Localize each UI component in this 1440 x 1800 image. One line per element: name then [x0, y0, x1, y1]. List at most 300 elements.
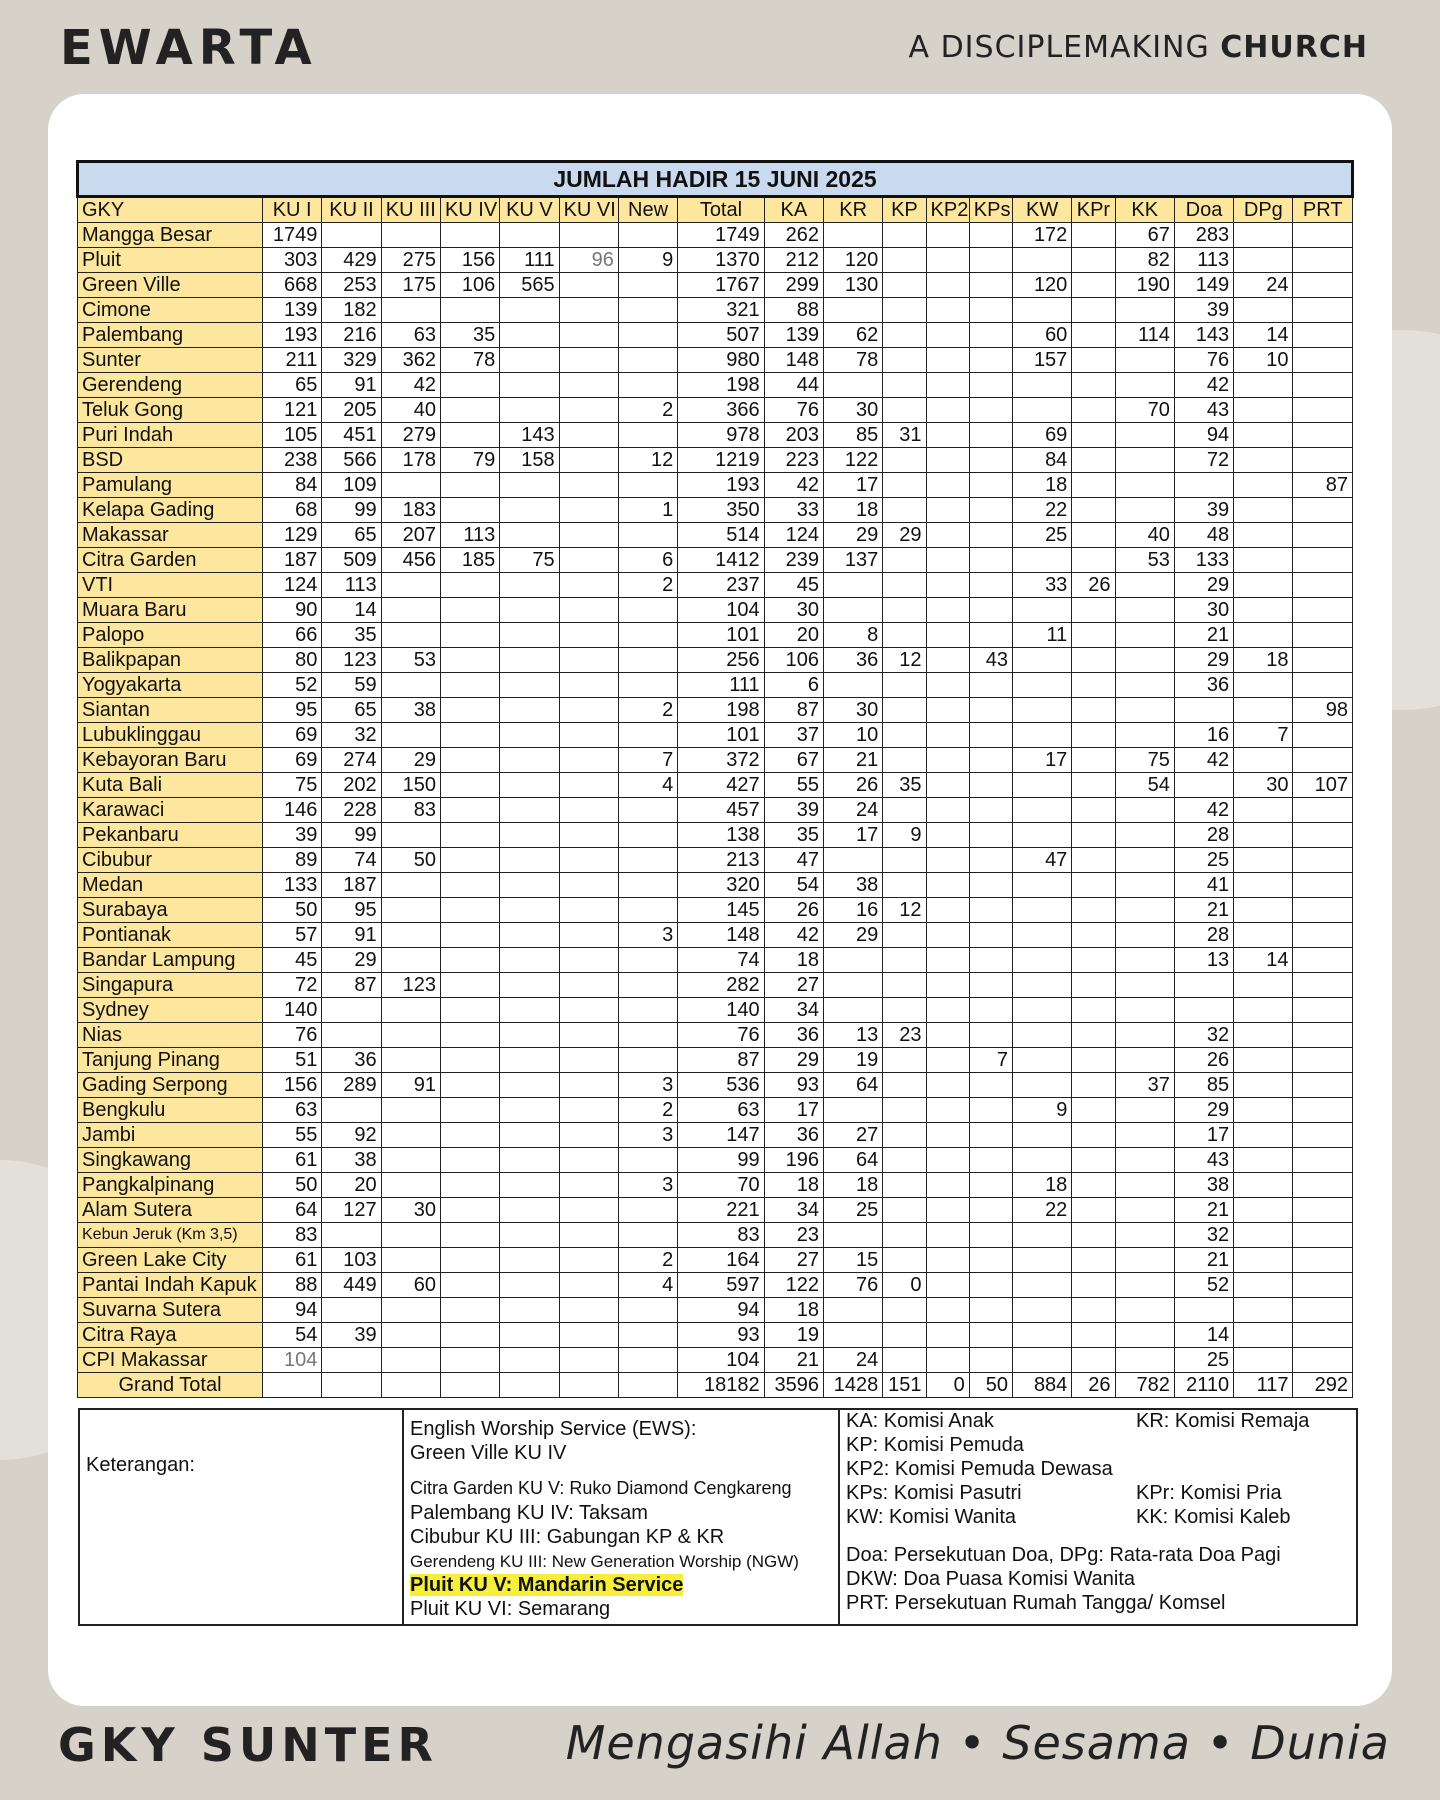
table-cell: 185: [440, 548, 499, 573]
table-cell: 120: [1013, 273, 1072, 298]
table-cell: 149: [1174, 273, 1233, 298]
table-cell: [381, 1323, 440, 1348]
table-cell: [559, 923, 618, 948]
table-cell: [559, 323, 618, 348]
table-row: [78, 673, 1353, 698]
table-cell: 1749: [678, 223, 764, 248]
table-cell: [1013, 698, 1072, 723]
table-cell: 175: [381, 273, 440, 298]
table-cell: 94: [1174, 423, 1233, 448]
table-cell: 37: [1115, 1073, 1174, 1098]
footer-church-name: GKY SUNTER: [58, 1718, 438, 1772]
legend-note: KK: Komisi Kaleb: [1136, 1506, 1291, 1528]
table-cell: 74: [322, 848, 381, 873]
table-cell: [440, 1073, 499, 1098]
table-cell: [926, 1198, 969, 1223]
table-cell: 67: [764, 748, 823, 773]
table-cell: [1174, 973, 1233, 998]
row-label: Pamulang: [78, 473, 263, 498]
table-cell: 63: [263, 1098, 322, 1123]
table-cell: [1115, 1173, 1174, 1198]
table-cell: [883, 1098, 926, 1123]
table-cell: [1115, 473, 1174, 498]
table-cell: 74: [678, 948, 764, 973]
table-cell: [559, 848, 618, 873]
table-cell: [1115, 1098, 1174, 1123]
table-cell: 18: [823, 498, 882, 523]
highlighted-service-note: Pluit KU V: Mandarin Service: [410, 1574, 684, 1596]
table-cell: 256: [678, 648, 764, 673]
table-row: [78, 1198, 1353, 1223]
table-cell: 366: [678, 398, 764, 423]
table-cell: 54: [764, 873, 823, 898]
table-cell: 130: [823, 273, 882, 298]
table-cell: [823, 1323, 882, 1348]
table-cell: [1293, 323, 1353, 348]
table-cell: 104: [263, 1348, 322, 1373]
table-cell: [1072, 1023, 1115, 1048]
table-row: [78, 323, 1353, 348]
table-cell: [618, 473, 677, 498]
legend-note: PRT: Persekutuan Rumah Tangga/ Komsel: [846, 1592, 1226, 1614]
table-cell: 19: [823, 1048, 882, 1073]
table-cell: 303: [263, 248, 322, 273]
table-cell: 172: [1013, 223, 1072, 248]
table-cell: 18: [1013, 473, 1072, 498]
table-cell: 69: [263, 723, 322, 748]
row-label: Citra Raya: [78, 1323, 263, 1348]
table-cell: [1234, 798, 1293, 823]
table-row: [78, 948, 1353, 973]
table-cell: 320: [678, 873, 764, 898]
table-cell: [1293, 1348, 1353, 1373]
table-row: [78, 1323, 1353, 1348]
table-cell: [1013, 1298, 1072, 1323]
table-cell: [883, 273, 926, 298]
table-cell: 427: [678, 773, 764, 798]
row-label: Tanjung Pinang: [78, 1048, 263, 1073]
table-cell: 29: [322, 948, 381, 973]
table-cell: 61: [263, 1148, 322, 1173]
table-cell: [1234, 623, 1293, 648]
table-cell: [969, 448, 1012, 473]
table-cell: [1293, 1023, 1353, 1048]
table-cell: 18: [1234, 648, 1293, 673]
table-cell: [1234, 373, 1293, 398]
table-cell: 25: [1174, 1348, 1233, 1373]
table-cell: 164: [678, 1248, 764, 1273]
table-row: [78, 848, 1353, 873]
table-cell: [500, 348, 559, 373]
table-cell: 158: [500, 448, 559, 473]
table-cell: [1072, 223, 1115, 248]
table-cell: [1234, 1048, 1293, 1073]
table-cell: [1072, 498, 1115, 523]
table-cell: [926, 823, 969, 848]
row-label: Sydney: [78, 998, 263, 1023]
table-cell: 51: [263, 1048, 322, 1073]
table-row: [78, 223, 1353, 248]
table-cell: 980: [678, 348, 764, 373]
table-cell: 35: [883, 773, 926, 798]
table-cell: 27: [823, 1123, 882, 1148]
table-cell: [883, 1198, 926, 1223]
table-cell: [1013, 548, 1072, 573]
table-cell: 64: [823, 1148, 882, 1173]
table-cell: [559, 348, 618, 373]
table-row: [78, 473, 1353, 498]
table-cell: [1293, 923, 1353, 948]
table-cell: [969, 373, 1012, 398]
table-cell: 18: [823, 1173, 882, 1198]
table-cell: 223: [764, 448, 823, 473]
table-cell: [500, 598, 559, 623]
table-cell: 30: [823, 398, 882, 423]
table-cell: [559, 398, 618, 423]
table-cell: 32: [1174, 1223, 1233, 1248]
table-cell: 69: [263, 748, 322, 773]
table-row: [78, 573, 1353, 598]
column-header: KU II: [322, 197, 381, 223]
table-cell: [969, 523, 1012, 548]
table-cell: [1293, 1198, 1353, 1223]
column-header: KP2: [926, 197, 969, 223]
table-cell: [500, 498, 559, 523]
table-cell: 72: [263, 973, 322, 998]
table-cell: [1115, 448, 1174, 473]
table-cell: [1293, 373, 1353, 398]
table-cell: [1072, 623, 1115, 648]
table-cell: [926, 498, 969, 523]
table-cell: [1115, 998, 1174, 1023]
legend-note: DKW: Doa Puasa Komisi Wanita: [846, 1568, 1135, 1590]
table-cell: [500, 748, 559, 773]
table-cell: [1072, 773, 1115, 798]
legend-note: KA: Komisi Anak: [846, 1410, 994, 1432]
table-cell: 228: [322, 798, 381, 823]
table-cell: 566: [322, 448, 381, 473]
table-cell: 597: [678, 1273, 764, 1298]
table-cell: 27: [764, 1248, 823, 1273]
table-cell: [1234, 1098, 1293, 1123]
table-cell: [381, 823, 440, 848]
row-label: Suvarna Sutera: [78, 1298, 263, 1323]
table-cell: 7: [969, 1048, 1012, 1073]
table-cell: [1293, 223, 1353, 248]
table-cell: [559, 423, 618, 448]
table-cell: [1174, 773, 1233, 798]
table-cell: 18: [764, 948, 823, 973]
table-cell: [1293, 348, 1353, 373]
column-header: KW: [1013, 197, 1072, 223]
table-cell: [440, 298, 499, 323]
row-label: Cimone: [78, 298, 263, 323]
table-cell: 283: [1174, 223, 1233, 248]
table-cell: [1234, 1273, 1293, 1298]
table-cell: 2: [618, 1098, 677, 1123]
column-header: KU IV: [440, 197, 499, 223]
table-cell: [926, 998, 969, 1023]
table-cell: [883, 1298, 926, 1323]
service-note: English Worship Service (EWS):: [410, 1418, 697, 1440]
row-label: Cibubur: [78, 848, 263, 873]
table-cell: [500, 1048, 559, 1073]
table-cell: [618, 898, 677, 923]
table-cell: 84: [1013, 448, 1072, 473]
table-cell: 98: [1293, 698, 1353, 723]
table-cell: 18182: [678, 1373, 764, 1398]
table-cell: [926, 773, 969, 798]
table-cell: [969, 1298, 1012, 1323]
table-cell: [1072, 798, 1115, 823]
table-cell: 95: [263, 698, 322, 723]
row-label: Grand Total: [78, 1373, 263, 1398]
table-cell: [883, 848, 926, 873]
table-cell: [926, 523, 969, 548]
table-cell: [969, 1148, 1012, 1173]
table-cell: 76: [678, 1023, 764, 1048]
table-cell: [500, 1223, 559, 1248]
table-cell: 95: [322, 898, 381, 923]
table-cell: [500, 1123, 559, 1148]
table-cell: [926, 398, 969, 423]
table-cell: 138: [678, 823, 764, 848]
table-cell: 14: [1174, 1323, 1233, 1348]
table-cell: 39: [263, 823, 322, 848]
row-label: Pluit: [78, 248, 263, 273]
table-cell: 237: [678, 573, 764, 598]
table-cell: 48: [1174, 523, 1233, 548]
table-cell: [381, 1348, 440, 1373]
table-cell: 362: [381, 348, 440, 373]
row-label: Sunter: [78, 348, 263, 373]
table-cell: 75: [500, 548, 559, 573]
table-cell: 9: [1013, 1098, 1072, 1123]
table-cell: [381, 673, 440, 698]
service-note: Gerendeng KU III: New Generation Worship (NGW): [410, 1552, 799, 1571]
table-cell: [618, 423, 677, 448]
table-cell: [1293, 648, 1353, 673]
table-cell: [883, 373, 926, 398]
table-cell: [322, 223, 381, 248]
table-cell: 148: [678, 923, 764, 948]
table-cell: 70: [1115, 398, 1174, 423]
table-cell: [883, 623, 926, 648]
table-cell: [883, 1048, 926, 1073]
table-cell: [440, 973, 499, 998]
table-cell: [823, 973, 882, 998]
table-cell: [1115, 1023, 1174, 1048]
table-cell: [926, 373, 969, 398]
table-cell: [618, 373, 677, 398]
table-cell: [969, 1323, 1012, 1348]
table-cell: [559, 1248, 618, 1273]
table-cell: 99: [678, 1148, 764, 1173]
table-cell: [1072, 1298, 1115, 1323]
table-cell: [1115, 1048, 1174, 1073]
table-cell: 35: [322, 623, 381, 648]
column-header: GKY: [78, 197, 263, 223]
table-cell: [440, 1198, 499, 1223]
tagline-prefix: A DISCIPLEMAKING: [908, 30, 1221, 65]
table-cell: [440, 1348, 499, 1373]
table-cell: [500, 1023, 559, 1048]
table-cell: 27: [764, 973, 823, 998]
table-cell: 111: [500, 248, 559, 273]
table-cell: [1234, 523, 1293, 548]
table-cell: [500, 523, 559, 548]
table-cell: [1072, 823, 1115, 848]
column-header: DPg: [1234, 197, 1293, 223]
table-cell: [1115, 348, 1174, 373]
table-cell: 34: [764, 998, 823, 1023]
table-cell: [500, 698, 559, 723]
table-cell: 127: [322, 1198, 381, 1223]
table-cell: [1072, 423, 1115, 448]
table-cell: [969, 548, 1012, 573]
table-cell: [883, 448, 926, 473]
table-cell: [883, 298, 926, 323]
table-cell: [381, 1023, 440, 1048]
table-cell: 146: [263, 798, 322, 823]
table-cell: [1013, 1348, 1072, 1373]
table-row: [78, 823, 1353, 848]
table-cell: 123: [322, 648, 381, 673]
table-cell: 37: [764, 723, 823, 748]
table-cell: [926, 223, 969, 248]
table-cell: 25: [1013, 523, 1072, 548]
table-cell: [1234, 1173, 1293, 1198]
table-cell: 2: [618, 573, 677, 598]
table-cell: 120: [823, 248, 882, 273]
table-cell: [823, 673, 882, 698]
table-cell: [440, 373, 499, 398]
table-cell: 88: [764, 298, 823, 323]
table-cell: 221: [678, 1198, 764, 1223]
table-cell: 203: [764, 423, 823, 448]
table-cell: 30: [1234, 773, 1293, 798]
table-cell: 36: [1174, 673, 1233, 698]
table-cell: [969, 423, 1012, 448]
table-cell: [1013, 298, 1072, 323]
table-row: [78, 598, 1353, 623]
table-cell: [618, 1373, 677, 1398]
table-cell: [618, 273, 677, 298]
table-cell: 211: [263, 348, 322, 373]
table-cell: [1293, 1048, 1353, 1073]
table-cell: 156: [440, 248, 499, 273]
table-cell: [500, 473, 559, 498]
table-cell: 64: [263, 1198, 322, 1223]
table-cell: 33: [1013, 573, 1072, 598]
table-cell: [500, 398, 559, 423]
table-cell: [1234, 1123, 1293, 1148]
table-cell: 39: [764, 798, 823, 823]
table-cell: [559, 1298, 618, 1323]
table-cell: [1013, 923, 1072, 948]
table-cell: [1072, 523, 1115, 548]
table-cell: [1072, 1323, 1115, 1348]
table-cell: [969, 498, 1012, 523]
column-header: KPr: [1072, 197, 1115, 223]
table-cell: 274: [322, 748, 381, 773]
table-cell: 187: [322, 873, 381, 898]
table-cell: [440, 1298, 499, 1323]
table-cell: [500, 623, 559, 648]
table-cell: [1072, 1048, 1115, 1073]
table-row: [78, 1248, 1353, 1273]
table-cell: [883, 323, 926, 348]
table-cell: [1234, 423, 1293, 448]
table-cell: [969, 1073, 1012, 1098]
table-cell: 133: [263, 873, 322, 898]
table-cell: [1072, 1073, 1115, 1098]
table-cell: 12: [883, 648, 926, 673]
table-cell: [1293, 573, 1353, 598]
table-cell: 1412: [678, 548, 764, 573]
table-cell: 15: [823, 1248, 882, 1273]
legend-note: KW: Komisi Wanita: [846, 1506, 1017, 1528]
table-cell: [1234, 998, 1293, 1023]
table-cell: 124: [263, 573, 322, 598]
table-cell: 148: [764, 348, 823, 373]
table-cell: [618, 348, 677, 373]
table-cell: [1072, 748, 1115, 773]
table-cell: [1013, 1273, 1072, 1298]
table-cell: 262: [764, 223, 823, 248]
table-cell: [1072, 1173, 1115, 1198]
row-label: Pontianak: [78, 923, 263, 948]
table-cell: 20: [764, 623, 823, 648]
table-cell: 76: [764, 398, 823, 423]
table-cell: 28: [1174, 923, 1233, 948]
table-cell: [1234, 1148, 1293, 1173]
table-cell: 157: [1013, 348, 1072, 373]
table-cell: 10: [1234, 348, 1293, 373]
table-cell: [969, 1348, 1012, 1373]
table-cell: [618, 323, 677, 348]
table-cell: 43: [1174, 1148, 1233, 1173]
table-cell: [500, 1148, 559, 1173]
table-cell: 84: [263, 473, 322, 498]
table-cell: [926, 923, 969, 948]
table-row: [78, 723, 1353, 748]
table-cell: 65: [322, 698, 381, 723]
column-header: Total: [678, 197, 764, 223]
table-cell: 113: [440, 523, 499, 548]
table-cell: 50: [381, 848, 440, 873]
table-cell: [969, 223, 1012, 248]
table-row: [78, 423, 1353, 448]
table-cell: [1293, 498, 1353, 523]
table-cell: 80: [263, 648, 322, 673]
service-note: Cibubur KU III: Gabungan KP & KR: [410, 1526, 725, 1548]
table-cell: 24: [823, 1348, 882, 1373]
table-cell: 137: [823, 548, 882, 573]
table-cell: [381, 1048, 440, 1073]
table-cell: 26: [764, 898, 823, 923]
table-row: [78, 448, 1353, 473]
table-row: [78, 1173, 1353, 1198]
table-cell: [440, 948, 499, 973]
table-cell: [883, 1148, 926, 1173]
table-cell: [1072, 673, 1115, 698]
table-cell: 67: [1115, 223, 1174, 248]
table-cell: 124: [764, 523, 823, 548]
table-cell: [969, 773, 1012, 798]
table-cell: [440, 1373, 499, 1398]
table-cell: [1234, 1248, 1293, 1273]
